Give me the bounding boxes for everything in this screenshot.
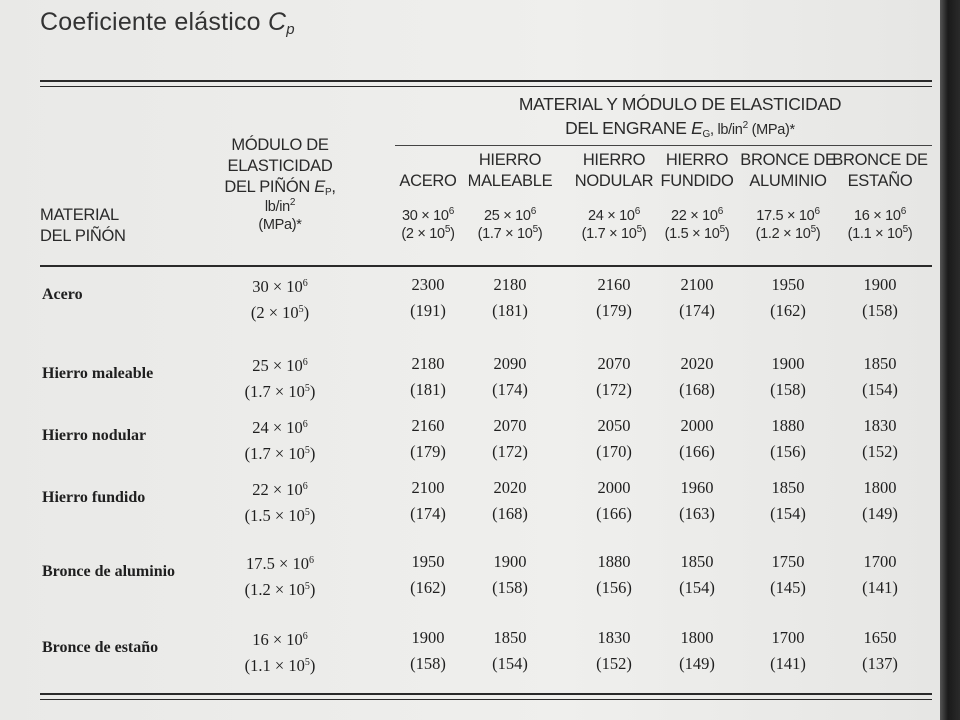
page-title (40, 8, 295, 38)
gear-column-header (455, 150, 565, 192)
cell-mpa-value: (181) (410, 380, 446, 399)
row-mpa-value-close: ) (309, 382, 316, 401)
cell-mpa-value: (152) (596, 654, 632, 673)
cell-mpa-value: (154) (679, 578, 715, 597)
cell-lb-value: 1800 (680, 628, 714, 647)
row-modulus-value (215, 274, 345, 300)
gear-column-header (825, 150, 935, 192)
table-cell (470, 549, 550, 601)
gear-column-mpa-value-close: ) (815, 226, 821, 242)
cell-mpa-value: (163) (679, 504, 715, 523)
cell-mpa-value: (172) (596, 380, 632, 399)
row-modulus-value-base: 24 × 10 (252, 418, 303, 437)
row-modulus-value-exp: 6 (302, 481, 308, 492)
table-cell (388, 272, 468, 324)
gear-column-name-line1: HIERRO (665, 151, 729, 169)
header-bottom-rule (40, 265, 932, 267)
gear-column-mpa-value-base: (2 × 10 (401, 226, 445, 242)
cell-mpa-value: (149) (679, 654, 715, 673)
gear-column-mpa-value-close: ) (537, 226, 543, 242)
gear-group-line1: MATERIAL Y MÓDULO DE ELASTICIDAD (518, 94, 842, 114)
gear-column-name-line2: ALUMINIO (749, 172, 827, 190)
pinion-modulus-units-line (205, 198, 355, 216)
pinion-modulus-mpa: (MPa)* (258, 217, 302, 233)
row-modulus-value (215, 353, 345, 379)
cell-lb-value: 2180 (411, 354, 445, 373)
page-edge-shadow (940, 0, 960, 720)
table-cell (657, 549, 737, 601)
cell-mpa-value: (149) (862, 504, 898, 523)
cell-mpa-value: (162) (410, 578, 446, 597)
table-cell (470, 625, 550, 677)
gear-column-mpa-value-exp: 5 (444, 224, 451, 235)
row-label: Hierro nodular (42, 427, 147, 444)
gear-column-modulus-value (455, 207, 565, 225)
row-modulus-value-exp: 6 (302, 278, 308, 289)
row-mpa-value (215, 300, 345, 326)
row-modulus-value-base: 25 × 10 (252, 356, 303, 375)
cell-lb-value: 2020 (493, 478, 527, 497)
row-modulus-value-exp: 6 (302, 631, 308, 642)
cell-lb-value: 2160 (597, 275, 631, 294)
cell-lb-value: 2300 (411, 275, 445, 294)
cell-lb-value: 1700 (863, 552, 897, 571)
pinion-material-header (40, 205, 126, 247)
table-cell (470, 475, 550, 527)
pinion-modulus-units-sup: 2 (289, 197, 296, 208)
cell-mpa-value: (162) (770, 301, 806, 320)
gear-column-modulus-value-exp: 6 (900, 206, 906, 217)
cell-lb-value: 1950 (771, 275, 805, 294)
cell-mpa-value: (158) (410, 654, 446, 673)
table-cell (470, 272, 550, 324)
cell-mpa-value: (154) (862, 380, 898, 399)
row-modulus-value-base: 17.5 × 10 (246, 554, 309, 573)
row-modulus-value-base: 16 × 10 (252, 630, 303, 649)
row-mpa-value (215, 441, 345, 467)
row-mpa-value-exp: 5 (304, 445, 310, 456)
cell-lb-value: 1650 (863, 628, 897, 647)
row-modulus-value-exp: 6 (308, 555, 314, 566)
cell-lb-value: 1850 (771, 478, 805, 497)
gear-column-modulus-value-exp: 6 (448, 206, 454, 217)
gear-column-name-line1: BRONCE DE (740, 151, 836, 169)
row-modulus-value (215, 551, 345, 577)
gear-column-modulus-value-exp: 6 (530, 206, 536, 217)
cell-mpa-value: (170) (596, 442, 632, 461)
cell-lb-value: 1960 (680, 478, 714, 497)
row-pinion-modulus (215, 353, 345, 405)
title-subscript: p (286, 21, 295, 38)
row-modulus-value (215, 415, 345, 441)
row-mpa-value (215, 653, 345, 679)
cell-lb-value: 1880 (771, 416, 805, 435)
gear-column-name-line2: ACERO (399, 172, 457, 190)
pinion-material-line1: MATERIAL (40, 206, 119, 224)
cell-lb-value: 1830 (863, 416, 897, 435)
table-cell (574, 351, 654, 403)
table-cell (840, 272, 920, 324)
cell-lb-value: 2000 (680, 416, 714, 435)
row-modulus-value-exp: 6 (302, 357, 308, 368)
gear-group-units-sup: 2 (742, 120, 748, 131)
cell-mpa-value: (158) (862, 301, 898, 320)
gear-column-mpa-value-exp: 5 (810, 224, 816, 235)
gear-column-mpa-value-close: ) (641, 226, 647, 242)
top-rule (40, 80, 932, 82)
row-mpa-value-exp: 5 (304, 657, 310, 668)
gear-column-mpa-value-base: (1.2 × 10 (755, 226, 811, 242)
table-cell (657, 272, 737, 324)
gear-group-symbol: E (691, 118, 703, 138)
row-mpa-value-exp: 5 (298, 304, 304, 315)
gear-column-name-line1: HIERRO (582, 151, 646, 169)
bottom-rule (40, 693, 932, 695)
table-cell (657, 625, 737, 677)
gear-column-mpa-value (455, 225, 565, 243)
cell-mpa-value: (141) (862, 578, 898, 597)
cell-mpa-value: (158) (492, 578, 528, 597)
cell-mpa-value: (181) (492, 301, 528, 320)
table-cell (657, 413, 737, 465)
cell-mpa-value: (191) (410, 301, 446, 320)
gear-column-name-line1: HIERRO (478, 151, 542, 169)
gear-column-modulus-value (825, 207, 935, 225)
gear-column-modulus-value-base: 30 × 10 (402, 208, 449, 224)
gear-column-modulus (825, 207, 935, 243)
row-pinion-modulus (215, 627, 345, 679)
cell-mpa-value: (152) (862, 442, 898, 461)
gear-column-modulus (455, 207, 565, 243)
table-cell (657, 475, 737, 527)
table-cell (470, 413, 550, 465)
table-cell (388, 475, 468, 527)
gear-column-mpa-value-base: (1.1 × 10 (847, 226, 903, 242)
table-cell (840, 413, 920, 465)
table-cell (574, 272, 654, 324)
gear-column-modulus-value-base: 22 × 10 (671, 208, 718, 224)
gear-column-name-line2: MALEABLE (467, 172, 553, 190)
cell-lb-value: 2000 (597, 478, 631, 497)
row-mpa-value-base: (1.5 × 10 (244, 506, 305, 525)
table-cell (388, 549, 468, 601)
cell-lb-value: 1900 (411, 628, 445, 647)
row-mpa-value-close: ) (309, 656, 316, 675)
row-modulus-value-base: 30 × 10 (252, 277, 303, 296)
gear-group-units-tail: (MPa)* (747, 122, 795, 138)
cell-mpa-value: (174) (679, 301, 715, 320)
gear-column-modulus-value-base: 24 × 10 (588, 208, 635, 224)
cell-mpa-value: (166) (679, 442, 715, 461)
cell-mpa-value: (168) (679, 380, 715, 399)
cell-lb-value: 2070 (597, 354, 631, 373)
cell-mpa-value: (141) (770, 654, 806, 673)
row-pinion-modulus (215, 477, 345, 529)
cell-lb-value: 2070 (493, 416, 527, 435)
table-cell (748, 272, 828, 324)
gear-column-mpa-value (825, 225, 935, 243)
row-mpa-value-base: (1.1 × 10 (244, 656, 305, 675)
row-mpa-value-base: (1.7 × 10 (244, 444, 305, 463)
pinion-modulus-units: lb/in (264, 199, 290, 215)
table-cell (388, 625, 468, 677)
row-modulus-value (215, 477, 345, 503)
row-pinion-modulus (215, 551, 345, 603)
cell-mpa-value: (145) (770, 578, 806, 597)
cell-lb-value: 2100 (680, 275, 714, 294)
table-cell (470, 351, 550, 403)
table-cell (388, 413, 468, 465)
row-mpa-value (215, 577, 345, 603)
pinion-modulus-comma: , (331, 178, 336, 196)
cell-mpa-value: (166) (596, 504, 632, 523)
gear-group-line2 (470, 116, 890, 140)
pinion-material-line2: DEL PIÑÓN (40, 227, 126, 245)
gear-column-mpa-value-exp: 5 (636, 224, 642, 235)
row-mpa-value-exp: 5 (304, 507, 310, 518)
cell-mpa-value: (154) (492, 654, 528, 673)
table-cell (748, 549, 828, 601)
gear-column-name-line2: NODULAR (574, 172, 654, 190)
cell-mpa-value: (179) (596, 301, 632, 320)
cell-mpa-value: (156) (596, 578, 632, 597)
table-cell (574, 549, 654, 601)
cell-mpa-value: (179) (410, 442, 446, 461)
gear-column-name-line2: ESTAÑO (847, 172, 913, 190)
cell-lb-value: 2160 (411, 416, 445, 435)
row-modulus-value-base: 22 × 10 (252, 480, 303, 499)
cell-lb-value: 1900 (771, 354, 805, 373)
gear-column-name-line2: FUNDIDO (660, 172, 734, 190)
cell-lb-value: 1950 (411, 552, 445, 571)
cell-lb-value: 1750 (771, 552, 805, 571)
top-rule-thin (40, 86, 932, 87)
table-cell (388, 351, 468, 403)
cell-mpa-value: (158) (770, 380, 806, 399)
table-cell (574, 413, 654, 465)
cell-mpa-value: (174) (492, 380, 528, 399)
cell-lb-value: 1850 (493, 628, 527, 647)
row-label: Hierro fundido (42, 489, 146, 506)
cell-lb-value: 1900 (863, 275, 897, 294)
row-label: Bronce de aluminio (42, 563, 176, 580)
pinion-modulus-line1: MÓDULO DE (231, 136, 329, 154)
gear-group-prefix: DEL ENGRANE (565, 118, 692, 138)
cell-mpa-value: (168) (492, 504, 528, 523)
cell-lb-value: 2100 (411, 478, 445, 497)
row-mpa-value-exp: 5 (304, 383, 310, 394)
title-symbol: C (267, 8, 287, 36)
bottom-rule-thin (40, 699, 932, 700)
pinion-modulus-symbol-sub: P (324, 187, 332, 198)
row-mpa-value-close: ) (309, 444, 316, 463)
cell-lb-value: 1850 (863, 354, 897, 373)
gear-column-mpa-value-exp: 5 (719, 224, 725, 235)
cell-mpa-value: (156) (770, 442, 806, 461)
pinion-modulus-line2: ELASTICIDAD (227, 157, 333, 175)
cell-lb-value: 1800 (863, 478, 897, 497)
gear-column-name-line1: BRONCE DE (832, 151, 928, 169)
gear-column-mpa-value-close: ) (450, 226, 455, 242)
gear-group-units: , lb/in (710, 122, 743, 138)
pinion-modulus-header (205, 135, 355, 234)
cell-lb-value: 1830 (597, 628, 631, 647)
row-mpa-value-base: (2 × 10 (250, 303, 299, 322)
gear-group-rule (395, 145, 932, 146)
cell-lb-value: 1880 (597, 552, 631, 571)
gear-column-modulus-value-exp: 6 (814, 206, 820, 217)
title-text: Coeficiente elástico (40, 8, 268, 36)
gear-column-mpa-value-base: (1.7 × 10 (581, 226, 637, 242)
cell-lb-value: 1900 (493, 552, 527, 571)
cell-lb-value: 1700 (771, 628, 805, 647)
table-cell (574, 625, 654, 677)
cell-lb-value: 2090 (493, 354, 527, 373)
row-mpa-value-exp: 5 (304, 581, 310, 592)
row-label: Hierro maleable (42, 365, 154, 382)
cell-mpa-value: (137) (862, 654, 898, 673)
row-pinion-modulus (215, 274, 345, 326)
gear-group-symbol-sub: G (702, 129, 711, 140)
row-mpa-value (215, 379, 345, 405)
table-cell (748, 351, 828, 403)
cell-mpa-value: (154) (770, 504, 806, 523)
gear-column-mpa-value-close: ) (907, 226, 913, 242)
row-mpa-value-base: (1.7 × 10 (244, 382, 305, 401)
table-cell (748, 413, 828, 465)
table-cell (657, 351, 737, 403)
row-pinion-modulus (215, 415, 345, 467)
gear-column-modulus-value-base: 16 × 10 (854, 208, 901, 224)
cell-lb-value: 2180 (493, 275, 527, 294)
gear-column-modulus-value-exp: 6 (634, 206, 640, 217)
table-cell (840, 351, 920, 403)
row-mpa-value-close: ) (309, 580, 316, 599)
table-cell (840, 625, 920, 677)
pinion-modulus-line3 (205, 177, 355, 198)
gear-column-modulus-value-base: 25 × 10 (484, 208, 531, 224)
gear-column-mpa-value-exp: 5 (902, 224, 908, 235)
row-modulus-value (215, 627, 345, 653)
table-cell (840, 549, 920, 601)
row-modulus-value-exp: 6 (302, 419, 308, 430)
table-cell (840, 475, 920, 527)
cell-lb-value: 2050 (597, 416, 631, 435)
gear-column-modulus-value-base: 17.5 × 10 (756, 208, 815, 224)
pinion-modulus-prefix: DEL PIÑÓN (224, 178, 315, 196)
gear-column-modulus-value-exp: 6 (717, 206, 723, 217)
table-cell (748, 625, 828, 677)
cell-mpa-value: (174) (410, 504, 446, 523)
table-cell (748, 475, 828, 527)
gear-column-mpa-value-base: (1.5 × 10 (664, 226, 720, 242)
row-mpa-value (215, 503, 345, 529)
gear-column-mpa-value-base: (1.7 × 10 (477, 226, 533, 242)
row-mpa-value-base: (1.2 × 10 (244, 580, 305, 599)
cell-mpa-value: (172) (492, 442, 528, 461)
gear-column-mpa-value-close: ) (724, 226, 730, 242)
row-label: Bronce de estaño (42, 639, 159, 656)
gear-group-header (470, 92, 890, 140)
cell-lb-value: 2020 (680, 354, 714, 373)
table-cell (574, 475, 654, 527)
gear-column-mpa-value-exp: 5 (532, 224, 538, 235)
pinion-modulus-symbol: E (314, 178, 325, 196)
row-mpa-value-close: ) (309, 506, 316, 525)
row-label: Acero (42, 286, 83, 303)
cell-lb-value: 1850 (680, 552, 714, 571)
row-mpa-value-close: ) (303, 303, 310, 322)
